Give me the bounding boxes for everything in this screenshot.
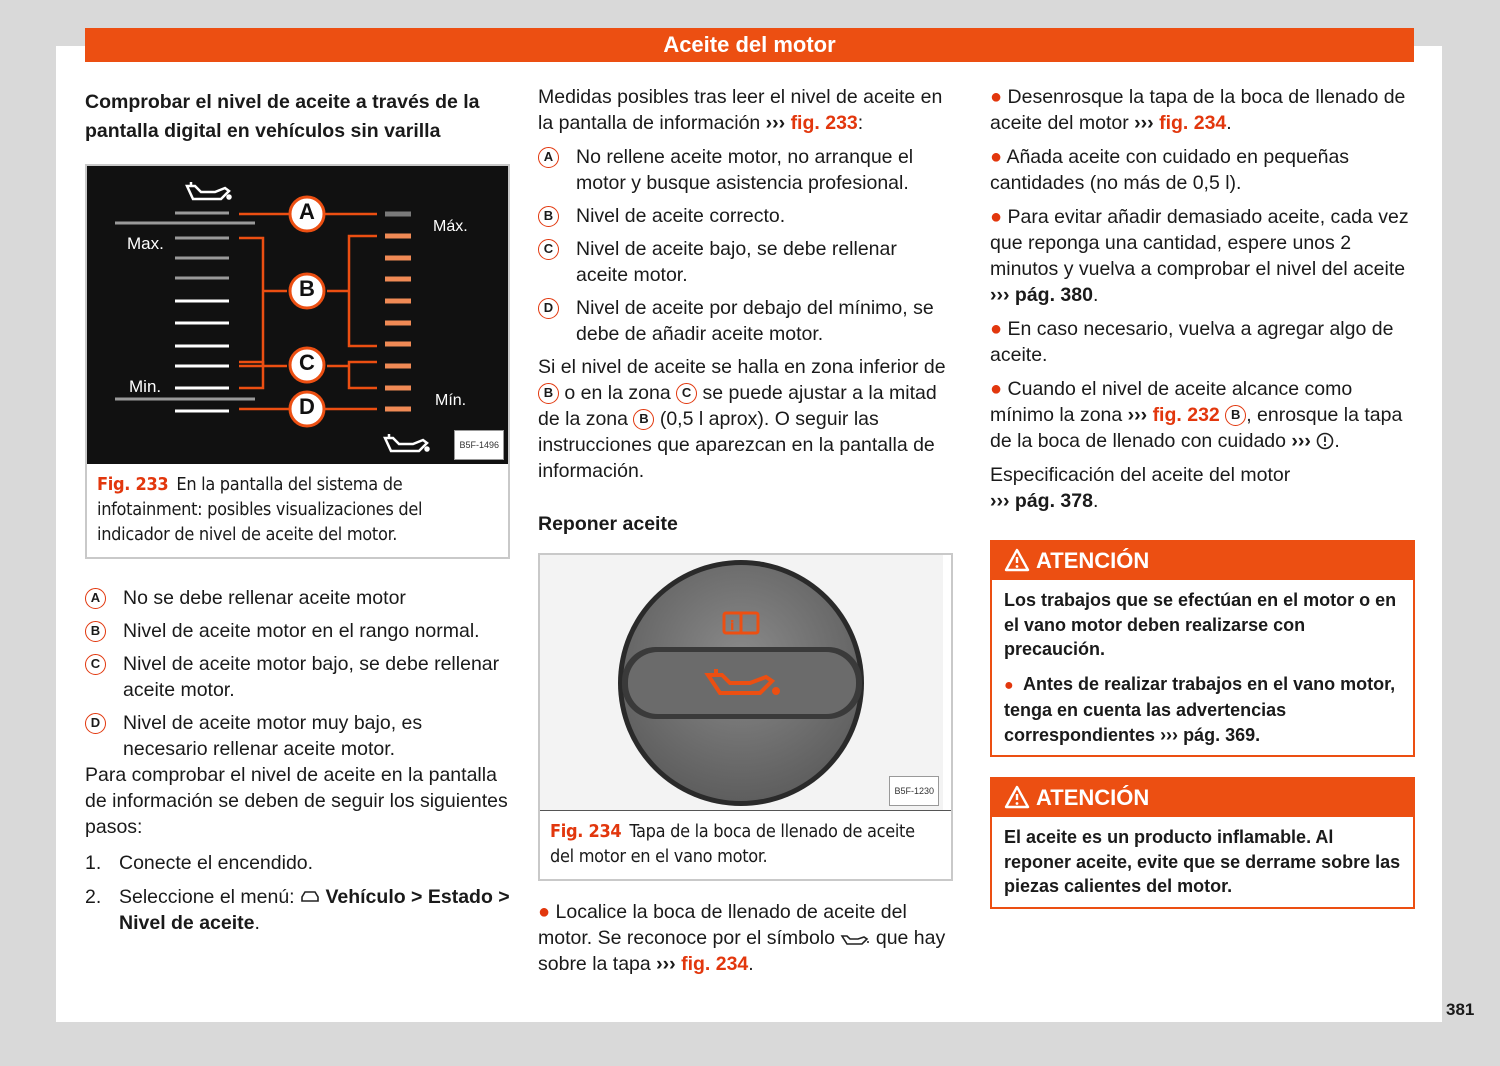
legend-text: Nivel de aceite motor muy bajo, es necesario rellenar aceite motor. [123, 712, 423, 760]
ref-arrow: ››› [1134, 112, 1154, 134]
step-item [85, 884, 510, 936]
bullet: ● [990, 146, 1003, 168]
steps-list [85, 850, 510, 936]
steps-intro: Para comprobar el nivel de aceite en la pantalla de información se deben de seguir los siguientes pasos: [85, 764, 508, 838]
step-suffix: . [254, 912, 260, 934]
oil-level-display-illustration [87, 166, 508, 464]
ref-arrow: ››› [1291, 430, 1311, 452]
legend-text: No se debe rellenar aceite motor [123, 587, 406, 609]
oil-cap-drawing [540, 555, 943, 810]
diagram-label-d: D [299, 394, 315, 419]
key-badge: C [676, 383, 697, 404]
section-title-digital-check: Comprobar el nivel de aceite a través de la pantalla digital en vehículos sin varilla [85, 91, 480, 142]
figure-reference[interactable]: fig. 232 [1152, 404, 1220, 426]
car-icon [300, 889, 320, 905]
menu-path: Vehículo > Estado > Nivel de aceite [119, 886, 510, 934]
text: Añada aceite con cuidado en pequeñas cantidades (no más de 0,5 l). [990, 146, 1350, 194]
bullet-close-cap [990, 376, 1415, 454]
ref-arrow: ››› [990, 284, 1010, 306]
bullet: ● [1004, 676, 1014, 694]
warning-body [992, 817, 1413, 907]
oil-can-icon [385, 434, 429, 451]
key-badge: D [85, 713, 106, 734]
bullet: ● [990, 378, 1003, 400]
oil-spec [990, 462, 1415, 514]
key-badge: A [85, 588, 106, 609]
figure-reference[interactable]: fig. 234 [1159, 112, 1227, 134]
svg-text:i: i [730, 619, 735, 634]
bullet: ● [538, 901, 551, 923]
bullet: ● [990, 206, 1003, 228]
ref-arrow: ››› [765, 112, 786, 134]
key-badge: B [1225, 405, 1246, 426]
warning-reference-icon[interactable] [1316, 432, 1334, 450]
figure-caption-text: Tapa de la boca de llenado de aceite del motor en el vano motor. [550, 821, 915, 867]
bullet: ● [990, 318, 1003, 340]
measure-item [538, 144, 953, 196]
page-reference[interactable]: pág. 378 [1014, 490, 1093, 512]
ref-arrow: ››› [1127, 404, 1148, 426]
warning-title: ATENCIÓN [1036, 548, 1150, 573]
page-reference[interactable]: pág. 380 [1014, 284, 1093, 306]
column-right [990, 84, 1415, 909]
figure-233 [85, 164, 510, 559]
step-number: 1. [85, 852, 102, 874]
bullet-add-more [990, 316, 1415, 368]
min-label-right: Mín. [435, 392, 467, 409]
column-left [85, 84, 510, 944]
warning-triangle-icon [1004, 785, 1030, 809]
legend-text: Nivel de aceite motor en el rango normal. [123, 620, 480, 642]
text: Si el nivel de aceite se halla en zona inferior de [538, 356, 946, 378]
diagram-label-a: A [299, 199, 315, 224]
bullet-add-oil [990, 144, 1415, 196]
key-badge: D [538, 298, 559, 319]
warning-box-engine-work [990, 540, 1415, 757]
locate-bullet [538, 899, 953, 977]
text: Para evitar añadir demasiado aceite, cada vez que reponga una cantidad, espere unos 2 minutos y vuelva a comprobar el nivel del aceite [990, 206, 1409, 280]
legend-item [85, 585, 510, 611]
oil-cap-illustration [540, 555, 943, 810]
text: En caso necesario, vuelva a agregar algo de aceite. [990, 318, 1394, 366]
warning-header [992, 542, 1413, 580]
bullet: ● [990, 86, 1003, 108]
measure-text: Nivel de aceite bajo, se debe rellenar aceite motor. [576, 238, 897, 286]
key-badge: B [538, 206, 559, 227]
legend-item [85, 618, 510, 644]
text: que hay sobre la tapa [538, 927, 946, 975]
diagram-label-c: C [299, 350, 315, 375]
section-title-refill: Reponer aceite [538, 513, 678, 535]
measures-intro [538, 84, 953, 136]
text: . [1092, 490, 1099, 512]
key-badge: B [85, 621, 106, 642]
measure-item [538, 203, 953, 229]
step-number: 2. [85, 886, 102, 908]
text: . [1255, 724, 1261, 745]
min-label-left: Min. [129, 377, 162, 396]
measure-text: Nivel de aceite correcto. [576, 205, 786, 227]
text: Localice la boca de llenado de aceite del motor. Se reconoce por el símbolo [538, 901, 907, 949]
warning-text: Los trabajos que se efectúan en el motor o en el vano motor deben realizarse con precaución. [1004, 590, 1397, 659]
adjust-paragraph [538, 354, 953, 484]
text: Cuando el nivel de aceite alcance como mínimo la zona [990, 378, 1353, 426]
ref-arrow: ››› [656, 953, 676, 975]
measures-list [538, 144, 953, 347]
bullet-unscrew [990, 84, 1415, 136]
figure-caption-text: En la pantalla del sistema de infotainment: posibles visualizaciones del indicador de nivel de aceite del motor. [97, 474, 423, 545]
warning-box-flammable [990, 777, 1415, 909]
text: . [748, 953, 754, 975]
intro-colon: : [857, 112, 864, 134]
text: Especificación del aceite del motor [990, 464, 1291, 486]
figure-reference[interactable]: fig. 234 [681, 953, 749, 975]
figure-233-caption [87, 464, 508, 557]
text: . [1226, 112, 1232, 134]
text: . [1092, 284, 1099, 306]
step-text: Conecte el encendido. [119, 852, 314, 874]
figure-number: Fig. 234 [550, 821, 622, 842]
diagram-labels [290, 197, 324, 426]
chapter-header: Aceite del motor [85, 28, 1414, 62]
step-text: Seleccione el menú: [119, 886, 295, 908]
measure-item [538, 295, 953, 347]
step-item [85, 850, 510, 876]
text: o en la zona [564, 382, 671, 404]
legend-list [85, 585, 510, 762]
measure-text: No rellene aceite motor, no arranque el motor y busque asistencia profesional. [576, 146, 914, 194]
text: Desenrosque la tapa de la boca de llenado de aceite del motor [990, 86, 1406, 134]
figure-code: B5F-1496 [454, 430, 504, 460]
max-label-right: Máx. [433, 218, 468, 235]
oil-can-icon [840, 931, 870, 945]
key-badge: C [538, 239, 559, 260]
legend-text: Nivel de aceite motor bajo, se debe rellenar aceite motor. [123, 653, 500, 701]
oil-can-icon [187, 182, 231, 199]
warning-text: El aceite es un producto inflamable. Al reponer aceite, evite que se derrame sobre las piezas calientes del motor. [1004, 827, 1401, 896]
text: se puede ajustar a la mitad de la zona [538, 382, 937, 430]
text: (0,5 l aprox). O seguir las instrucciones que aparezcan en la pantalla de información. [538, 408, 935, 482]
figure-234 [538, 553, 953, 881]
figure-reference[interactable]: fig. 233 [790, 112, 858, 134]
key-badge: A [538, 147, 559, 168]
bullet-avoid-excess [990, 204, 1415, 308]
diagram-label-b: B [299, 276, 315, 301]
figure-number: Fig. 233 [97, 474, 169, 495]
figure-234-caption [540, 810, 951, 879]
ref-arrow: ››› [990, 490, 1010, 512]
intro-text: Medidas posibles tras leer el nivel de aceite en la pantalla de información [538, 86, 943, 134]
warning-title: ATENCIÓN [1036, 785, 1150, 810]
warning-text: Antes de realizar trabajos en el vano motor, tenga en cuenta las advertencias correspondientes [1004, 673, 1396, 745]
warning-bullet [1004, 672, 1401, 748]
page-reference[interactable]: pág. 369 [1183, 724, 1256, 745]
figure-code: B5F-1230 [889, 776, 939, 806]
key-badge: C [85, 654, 106, 675]
max-label-left: Max. [127, 234, 164, 253]
column-middle [538, 84, 953, 985]
warning-body [992, 580, 1413, 755]
warning-header [992, 779, 1413, 817]
key-badge: B [633, 409, 654, 430]
measure-item [538, 236, 953, 288]
measure-text: Nivel de aceite por debajo del mínimo, se debe de añadir aceite motor. [576, 297, 934, 345]
warning-triangle-icon [1004, 548, 1030, 572]
legend-item [85, 651, 510, 703]
ref-arrow: ››› [1160, 724, 1179, 745]
page-number: 381 [1446, 1000, 1475, 1019]
key-badge: B [538, 383, 559, 404]
legend-item [85, 710, 510, 762]
text: . [1334, 430, 1340, 452]
text: , enrosque la tapa de la boca de llenado con cuidado [990, 404, 1403, 452]
